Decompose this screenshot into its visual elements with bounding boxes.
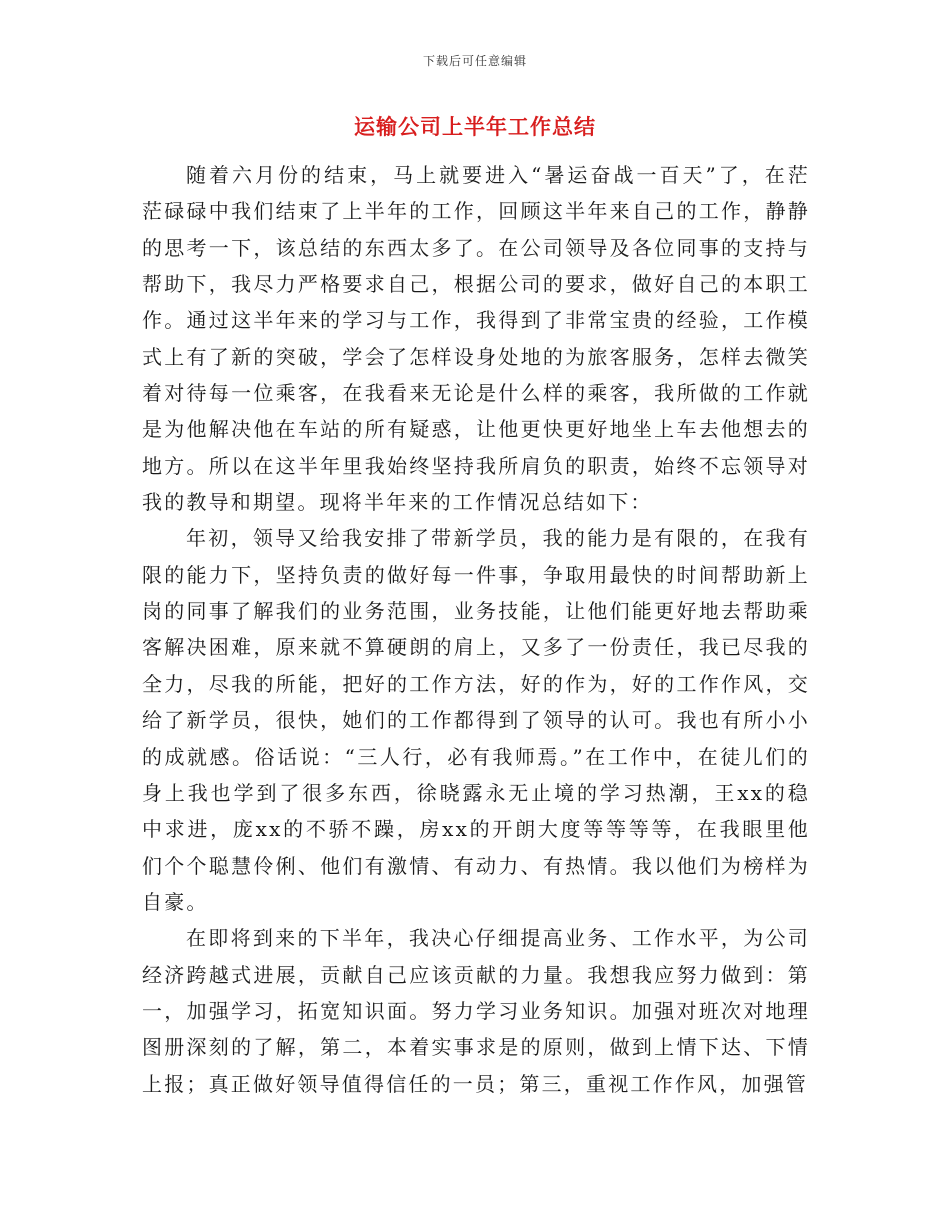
- paragraph-plan: 在即将到来的下半年，我决心仔细提高业务、工作水平，为公司经济跨越式进展，贡献自己应该贡献的力量。我想我应努力做到：第一，加强学习，拓宽知识面。努力学习业务知识。加强对班次对地理图册深刻的了解，第二，本着实事求是的原则，做到上情下达、下情上报；真正做好领导值得信任的一员；第三，重视工作作风，加强管: [142, 926, 810, 1096]
- document-body: [142, 157, 810, 1102]
- paragraph-training: 年初，领导又给我安排了带新学员，我的能力是有限的，在我有限的能力下，坚持负责的做好每一件事，争取用最快的时间帮助新上岗的同事了解我们的业务范围，业务技能，让他们能更好地去帮助乘客解决困难，原来就不算硬朗的肩上，又多了一份责任，我已尽我的全力，尽我的所能，把好的工作方法，好的作为，好的工作作风，交给了新学员，很快，她们的工作都得到了领导的认可。我也有所小小的成就感。俗话说：“三人行，必有我师焉。”在工作中，在徒儿们的身上我也学到了很多东西，徐晓露永无止境的学习热潮，王xx的稳中求进，庞xx的不骄不躁，房xx的开朗大度等等等等，在我眼里他们个个聪慧伶俐、他们有激情、有动力、有热情。我以他们为榜样为自豪。: [142, 526, 810, 914]
- paragraph-intro: 随着六月份的结束，马上就要进入“暑运奋战一百天”了，在茫茫碌碌中我们结束了上半年的工作，回顾这半年来自己的工作，静静的思考一下，该总结的东西太多了。在公司领导及各位同事的支持与帮助下，我尽力严格要求自己，根据公司的要求，做好自己的本职工作。通过这半年来的学习与工作，我得到了非常宝贵的经验，工作模式上有了新的突破，学会了怎样设身处地的为旅客服务，怎样去微笑着对待每一位乘客，在我看来无论是什么样的乘客，我所做的工作就是为他解决他在车站的所有疑惑，让他更快更好地坐上车去他想去的地方。所以在这半年里我始终坚持我所肩负的职责，始终不忘领导对我的教导和期望。现将半年来的工作情况总结如下：: [142, 163, 810, 515]
- header-note: 下载后可任意编辑: [422, 54, 527, 68]
- document-title: 运输公司上半年工作总结: [354, 114, 596, 139]
